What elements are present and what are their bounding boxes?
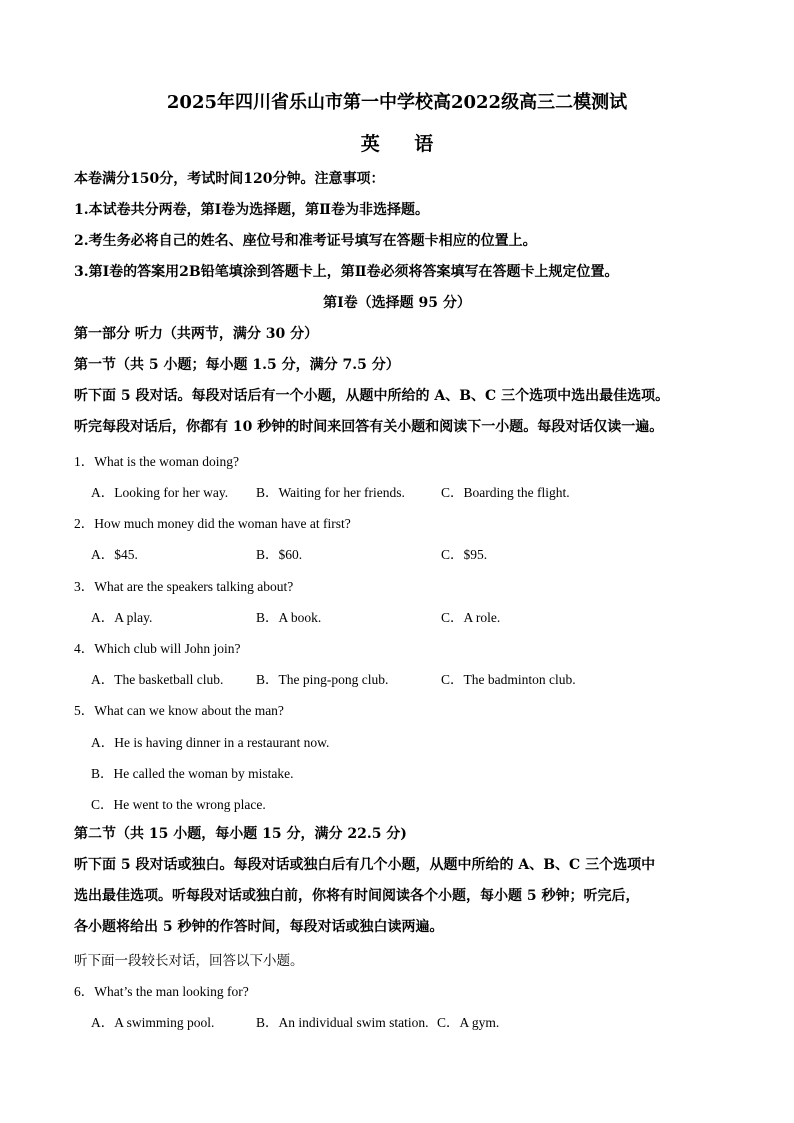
section-heading: 第一节（共 5 小题；每小题 1.5 分，满分 7.5 分）	[74, 357, 400, 373]
option-a: A．Looking for her way.	[91, 485, 229, 500]
option-b: B．$60.	[256, 547, 303, 562]
option-c: C．The badminton club.	[441, 672, 576, 687]
question-stem: 2．How much money did the woman have at first?	[74, 516, 351, 531]
option-c: C．$95.	[441, 547, 488, 562]
question-stem: 1．What is the woman doing?	[74, 454, 239, 469]
section-directions: 选出最佳选项。听每段对话或独白前，你将有时间阅读各个小题，每小题 5 秒钟；听完后，	[74, 888, 640, 904]
volume-heading: 第Ⅰ卷（选择题 95 分）	[323, 295, 471, 311]
question-stem: 5．What can we know about the man?	[74, 703, 284, 718]
option-b: B．The ping-pong club.	[256, 672, 389, 687]
option-a: A．$45.	[91, 547, 138, 562]
option-b: B．A book.	[256, 610, 322, 625]
instruction-item: 1.本试卷共分两卷，第Ⅰ卷为选择题，第Ⅱ卷为非选择题。	[74, 202, 429, 218]
section-directions: 听下面 5 段对话。每段对话后有一个小题，从题中所给的 A、B、C 三个选项中选出最佳选项。	[74, 388, 670, 404]
question-stem: 3．What are the speakers talking about?	[74, 579, 294, 594]
option-a: A．A swimming pool.	[91, 1015, 215, 1030]
instruction-item: 3.第Ⅰ卷的答案用2B铅笔填涂到答题卡上，第Ⅱ卷必须将答案填写在答题卡上规定位置。	[74, 264, 619, 280]
instructions-intro: 本卷满分150分，考试时间120分钟。注意事项：	[74, 171, 385, 187]
section-heading: 第二节（共 15 小题，每小题 15 分，满分 22.5 分)	[74, 826, 407, 842]
option-a: A．A play.	[91, 610, 153, 625]
subdirection: 听下面一段较长对话，回答以下小题。	[74, 953, 304, 969]
instruction-item: 2.考生务必将自己的姓名、座位号和准考证号填写在答题卡相应的位置上。	[74, 233, 537, 249]
section-directions: 听完每段对话后，你都有 10 秒钟的时间来回答有关小题和阅读下一小题。每段对话仅读一遍。	[74, 419, 664, 435]
section-directions: 听下面 5 段对话或独白。每段对话或独白后有几个小题，从题中所给的 A、B、C 三个选项中	[74, 857, 656, 873]
subject-title: 英 语	[360, 133, 448, 155]
section-directions: 各小题将给出 5 秒钟的作答时间，每段对话或独白读两遍。	[74, 919, 444, 935]
option-c: C．He went to the wrong place.	[91, 797, 266, 812]
option-a: A．The basketball club.	[91, 672, 224, 687]
option-a: A．He is having dinner in a restaurant now.	[91, 735, 330, 750]
part-heading: 第一部分 听力（共两节，满分 30 分）	[74, 326, 319, 342]
exam-title: 2025年四川省乐山市第一中学校高2022级高三二模测试	[166, 92, 628, 113]
question-stem: 4．Which club will John join?	[74, 641, 241, 656]
question-stem: 6．What’s the man looking for?	[74, 984, 249, 999]
option-b: B．Waiting for her friends.	[256, 485, 405, 500]
option-c: C．Boarding the flight.	[441, 485, 570, 500]
option-c: C．A role.	[441, 610, 501, 625]
option-b: B．He called the woman by mistake.	[91, 766, 294, 781]
option-b: B．An individual swim station.	[256, 1015, 429, 1030]
option-c: C．A gym.	[437, 1015, 500, 1030]
